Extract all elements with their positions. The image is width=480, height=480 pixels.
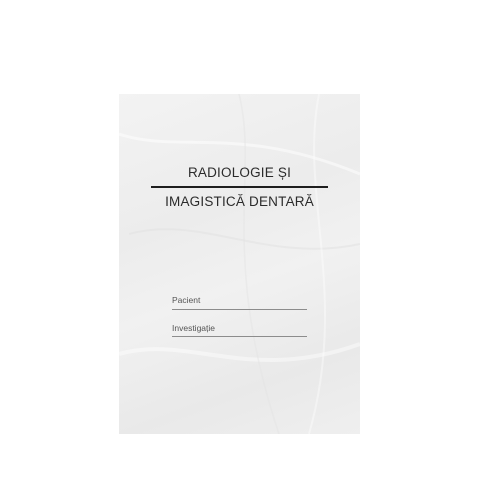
investigation-field-line[interactable] (172, 336, 307, 337)
patient-field-line[interactable] (172, 309, 307, 310)
cover-title-line-1: RADIOLOGIE ȘI (187, 165, 292, 180)
patient-field-label: Pacient (172, 295, 201, 305)
marble-texture (119, 94, 360, 434)
document-cover (119, 94, 360, 434)
investigation-field-label: Investigație (172, 323, 215, 333)
cover-title-line-2: IMAGISTICĂ DENTARĂ (165, 194, 314, 209)
title-divider (151, 186, 328, 188)
